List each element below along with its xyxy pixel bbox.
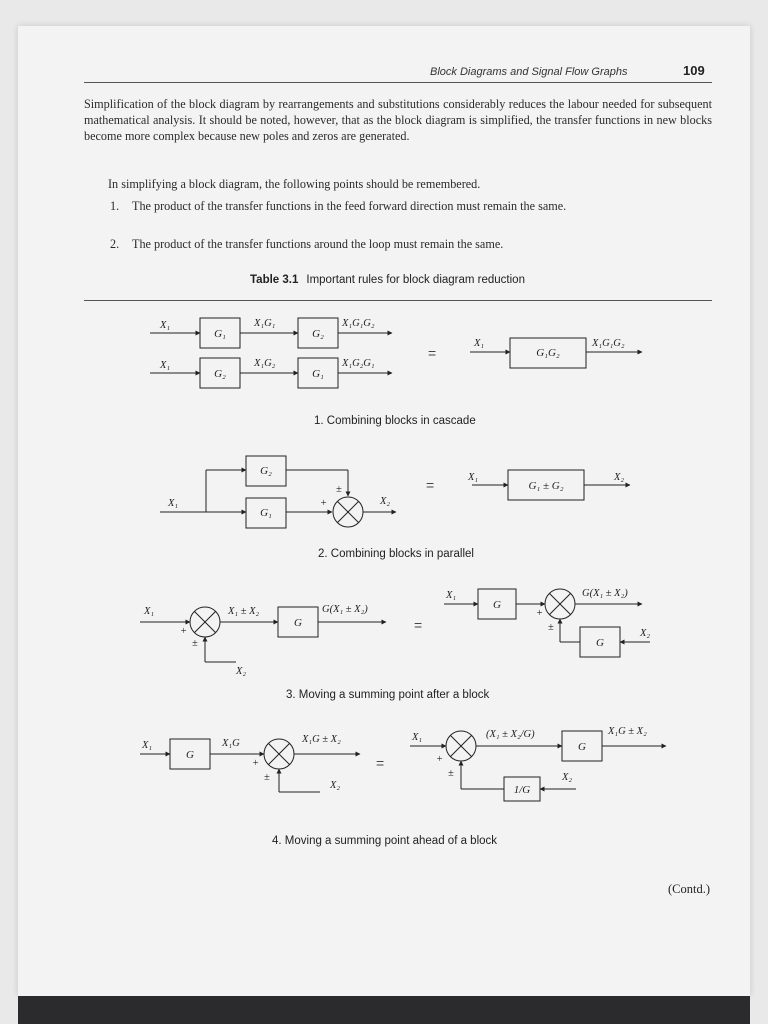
point-text-2: The product of the transfer functions around the loop must remain the same. — [132, 237, 504, 251]
rule4-right-plus: + — [436, 754, 444, 765]
cascade-g1-bottom-label: G₁ — [312, 368, 324, 380]
rule-4-caption: 4. Moving a summing point ahead of a block — [272, 835, 498, 847]
cascade-input-top: X₁ — [160, 320, 171, 331]
rule4-right-pm: ± — [448, 768, 454, 779]
parallel-g2-label: G₂ — [260, 465, 272, 477]
rule4-left-g-label: G — [186, 749, 194, 761]
rule3-left-g-label: G — [294, 617, 302, 629]
cascade-combined-input: X₁ — [474, 338, 485, 349]
cascade-g2-top-label: G₂ — [312, 328, 324, 340]
parallel-combined-label: G₁ ± G₂ — [528, 480, 564, 492]
rule4-right-g-label: G — [578, 741, 586, 753]
rule-3-caption: 3. Moving a summing point after a block — [286, 689, 490, 701]
point-number-1: 1. — [110, 199, 120, 213]
rule4-left-mid: X₁G — [222, 738, 240, 749]
rule3-left-input: X₁ — [144, 606, 155, 617]
rule4-right-output: X₁G ± X₂ — [608, 726, 647, 737]
table-title: Important rules for block diagram reduction — [306, 274, 525, 286]
rule3-right-pm: ± — [548, 622, 554, 633]
rule3-left-plus: + — [180, 626, 188, 637]
rule3-right-input: X₁ — [446, 590, 457, 601]
rule3-right-plus: + — [536, 608, 544, 619]
rule-2-caption: 2. Combining blocks in parallel — [318, 548, 474, 560]
cascade-mid-bottom: X₁G₂ — [254, 358, 276, 369]
rule4-right-sum-label: (X₁ ± X₂/G) — [486, 729, 535, 740]
page-number: 109 — [683, 63, 705, 78]
parallel-combined-input: X₁ — [468, 472, 479, 483]
parallel-plus-sign: + — [320, 498, 328, 509]
cascade-combined-output: X₁G₁G₂ — [592, 338, 625, 349]
rule4-left-plus: + — [252, 758, 260, 769]
rule3-equals: = — [414, 617, 423, 633]
rule3-left-sum-label: X₁ ± X₂ — [228, 606, 260, 617]
rule3-right-x2: X₂ — [640, 628, 651, 639]
rule4-left-x2: X₂ — [330, 780, 341, 791]
rule4-right-input: X₁ — [412, 732, 423, 743]
parallel-output: X₂ — [380, 496, 391, 507]
parallel-combined-output: X₂ — [614, 472, 625, 483]
parallel-g1-label: G₁ — [260, 507, 272, 519]
point-number-2: 2. — [110, 237, 120, 251]
rule4-left-output: X₁G ± X₂ — [302, 734, 341, 745]
running-header: Block Diagrams and Signal Flow Graphs — [430, 66, 628, 78]
parallel-pm-sign: ± — [336, 484, 342, 495]
rule4-equals: = — [376, 755, 385, 771]
continued-note: (Contd.) — [668, 882, 711, 896]
cascade-output-top: X₁G₁G₂ — [342, 318, 375, 329]
rule3-left-pm: ± — [192, 638, 198, 649]
rule-1-caption: 1. Combining blocks in cascade — [314, 415, 476, 427]
table-label: Table 3.1 — [250, 274, 299, 286]
rule4-left-pm: ± — [264, 772, 270, 783]
rule4-left-input: X₁ — [142, 740, 153, 751]
cascade-output-bottom: X₁G₂G₁ — [342, 358, 375, 369]
cascade-g1-top-label: G₁ — [214, 328, 226, 340]
intro-paragraph: Simplification of the block diagram by rearrangements and substitutions considerably reduces the labour needed for subsequent mathematical analysis. It should be noted, however, that as the block diagram is simplified, the transfer functions in new blocks become more complex because new poles and zeros are generated. — [84, 97, 712, 143]
parallel-input: X₁ — [168, 498, 179, 509]
lead-sentence: In simplifying a block diagram, the following points should be remembered. — [108, 177, 481, 191]
rule3-right-output: G(X₁ ± X₂) — [582, 588, 628, 599]
point-text-1: The product of the transfer functions in the feed forward direction must remain the same. — [132, 199, 567, 213]
cascade-combined-label: G₁G₂ — [536, 347, 560, 359]
cascade-equals: = — [428, 345, 437, 361]
rule4-inverse-label: 1/G — [513, 784, 531, 796]
cascade-g2-bottom-label: G₂ — [214, 368, 226, 380]
rule3-left-x2: X₂ — [236, 666, 247, 677]
parallel-equals: = — [426, 477, 435, 493]
rule3-left-output: G(X₁ ± X₂) — [322, 604, 368, 615]
cascade-input-bottom: X₁ — [160, 360, 171, 371]
rule4-right-x2: X₂ — [562, 772, 573, 783]
cascade-mid-top: X₁G₁ — [254, 318, 276, 329]
rule3-right-g-label: G — [493, 599, 501, 611]
rule3-feedback-g-label: G — [596, 637, 604, 649]
